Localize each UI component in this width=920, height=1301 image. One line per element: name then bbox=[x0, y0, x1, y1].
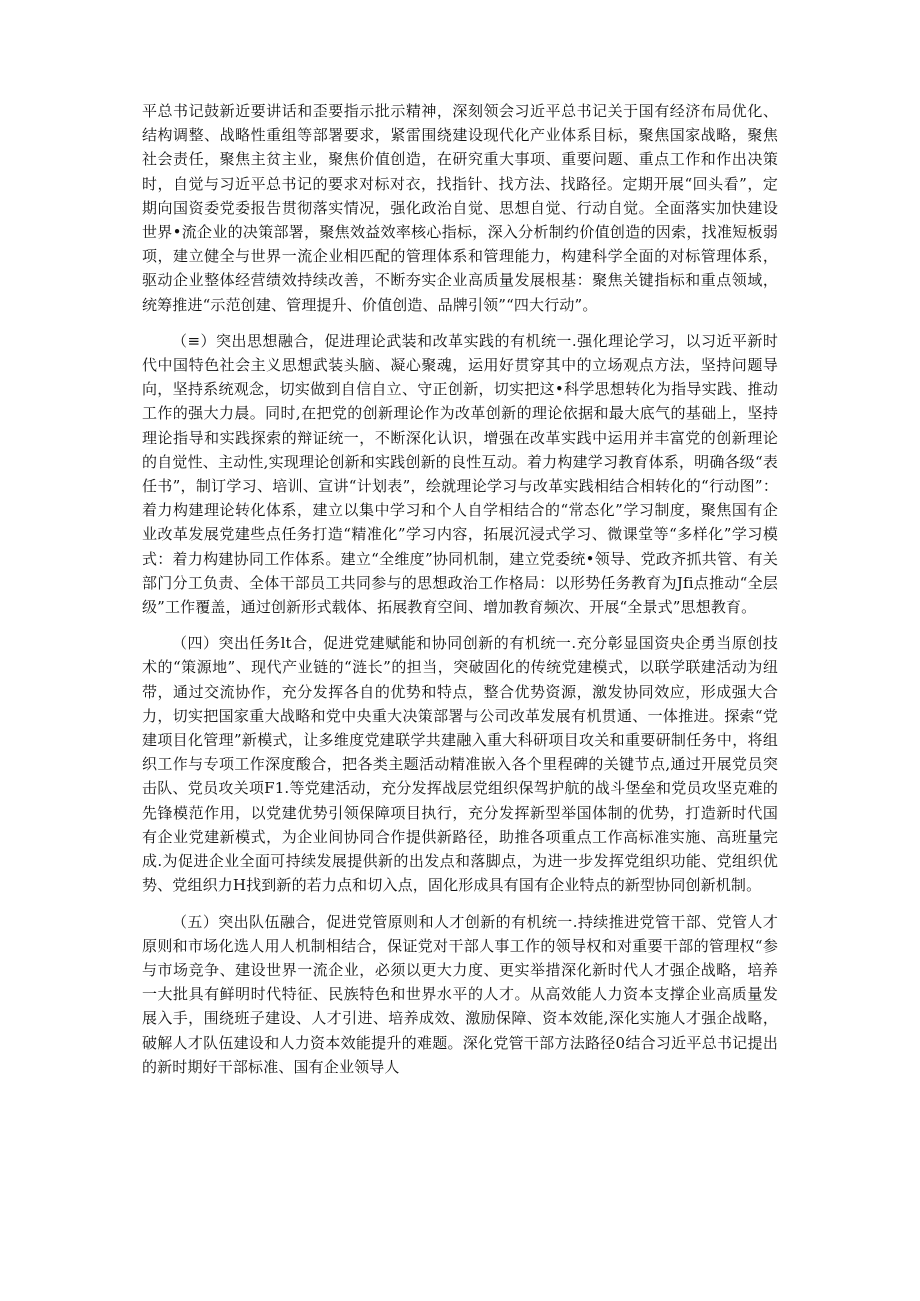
paragraph-2: （≡）突出思想融合，促进理论武装和改革实践的有机统一.强化理论学习，以习近平新时代中国特色社会主义思想武装头脑、凝心聚魂，运用好贯穿其中的立场观点方法，坚持问题导向，坚持系统观念，切实做到自信自立、守正创新，切实把这•科学思想转化为指导实践、推动工作的强大力晨。同时,在把党的创新理论作为改革创新的理论依据和最大底气的基础上，坚持理论指导和实践探索的辩证统一，不断深化认识，增强在改革实践中运用并丰富党的创新理论的自觉性、主动性,实现理论创新和实践创新的良性互动。着力构建学习教育体系，明确各级“表任书”，制订学习、培训、宣讲“计划表”，绘就理论学习与改革实践相结合相转化的“行动图”：着力构建理论转化体系，建立以集中学习和个人自学相结合的“常态化”学习制度，聚焦国有企业改革发展党建些点任务打造“精准化”学习内容，拓展沉浸式学习、微课堂等“多样化”学习模式：着力构建协同工作体系。建立“全维度”协同机制，建立党委统•领导、党政齐抓共管、有关部门分工负责、全体干部员工共同参与的思想政治工作格局：以形势任务教育为Jfi点推动“全层级”工作覆盖，通过创新形式载体、拓展教育空间、增加教育频次、开展“全景式”思想教育。 bbox=[142, 331, 778, 617]
paragraph-1: 平总书记鼓新近要讲话和歪要指示批示精神，深刻领会习近平总书记关于国有经济布局优化、结构调整、战略性重组等部署要求，紧雷围绕建设现代化产业体系目标，聚焦国家战略，聚焦社会责任，聚焦主贫主业，聚焦价值创造，在研究重大事项、重要问题、重点工作和作出决策时，自觉与习近平总书记的要求对标对衣，找指针、找方法、找路径。定期开展“回头看”，定期向国资委党委报告贯彻落实情况，强化政治自觉、思想自觉、行动自觉。全面落实加快建设世界•流企业的决策部署，聚焦效益效率核心指标，深入分析制约价值创造的因索，找准短板弱项，建立健全与世界一流企业相匹配的管理体系和管理能力，构建科学全面的对标管理体系，驱动企业整体经营绩效持续改善，不断夯实企业高质量发展根基：聚焦关键指标和重点领域，统筹推进“示范创建、管理提升、价值创造、品牌引领”“四大行动”。 bbox=[142, 102, 778, 314]
paragraph-4: （五）突出队伍融合，促进党管原则和人才创新的有机统一.持续推进党管干部、党管人才原则和市场化选人用人机制相结合，保证党对干部人事工作的领导权和对重要干部的管理权“参与市场竞争、建设世界一流企业，必须以更大力度、更实举措深化新时代人才强企战略，培养一大批具有鲜明时代特征、民族特色和世界水平的人才。从高效能人力资本支撑企业高质量发展入手，围绕班子建设、人才引进、培养成效、激励保障、资本效能,深化实施人才强企战略，破解人才队伍建设和人力资本效能提升的难题。深化党管干部方法路径0结合习近平总书记提出的新时期好干部标准、国有企业领导人 bbox=[142, 912, 778, 1076]
paragraph-3: （四）突出任务lt合，促进党建赋能和协同创新的有机统一.充分彰显国资央企勇当原创技术的“策源地”、现代产业链的“涟长”的担当，突破固化的传统党建模式，以联学联建活动为纽带，通过交流协作，充分发挥各自的优势和特点，整合优势资源，激发协同效应，形成强大合力，切实把国家重大战略和党中央重大决策部署与公司改革发展有机贯通、一体推进。探索“党建项目化管理”新模式，让多维度党建联学共建融入重大科研项目攻关和重要研制任务中，将组织工作与专项工作深度酸合，把各类主题活动精准嵌入各个里程碑的关键节点,通过开展党员突击队、党员攻关项F1.等党建活动，充分发挥战层党组织保驾护航的战斗堡垒和党员攻坚克难的先锋模范作用，以党建优势引领保障项目执行，充分发挥新型举国体制的优势，打造新时代国有企业党建新模式，为企业间协同合作提供新路径，助推各项重点工作高标准实施、高班量完成.为促进企业全面可持续发展提供新的出发点和落脚点，为进一步发挥党组织功能、党组织优势、党组织力H找到新的若力点和切入点，固化形成具有国有企业特点的新型协同创新机制。 bbox=[142, 634, 778, 895]
document-body bbox=[142, 99, 778, 1079]
